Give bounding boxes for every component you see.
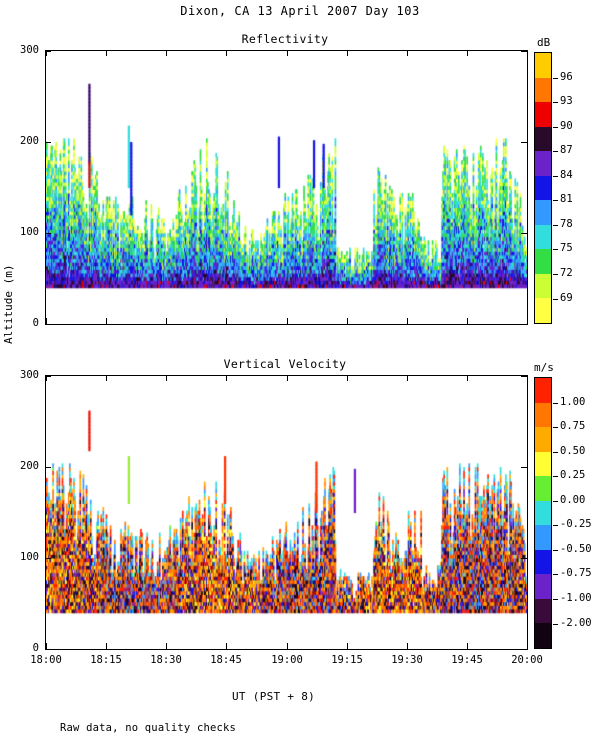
y-tick-label: 100 xyxy=(20,551,39,563)
x-tick xyxy=(407,643,408,649)
x-axis-label: UT (PST + 8) xyxy=(232,690,316,703)
x-tick xyxy=(46,375,47,381)
x-tick xyxy=(287,318,288,324)
y-tick-label: 200 xyxy=(20,135,39,147)
x-tick xyxy=(226,375,227,381)
colorbar-segment xyxy=(535,599,551,624)
vertical-velocity-heatmap-canvas xyxy=(46,376,527,649)
colorbar-tick xyxy=(553,102,558,103)
colorbar-tick xyxy=(553,249,558,250)
colorbar-tick xyxy=(553,525,558,526)
colorbar-segment xyxy=(535,200,551,225)
y-tick xyxy=(45,324,51,325)
colorbar-segment xyxy=(535,151,551,176)
x-tick-label: 19:30 xyxy=(391,654,423,666)
colorbar-tick-label: 0.25 xyxy=(560,469,586,482)
colorbar-tick xyxy=(553,274,558,275)
colorbar-tick-label: 90 xyxy=(560,119,573,132)
y-tick xyxy=(521,324,527,325)
colorbar-tick-label: 0.50 xyxy=(560,444,586,457)
x-tick xyxy=(527,318,528,324)
colorbar-tick xyxy=(553,574,558,575)
y-tick xyxy=(521,467,527,468)
colorbar-tick-label: -0.75 xyxy=(560,567,592,580)
x-tick xyxy=(106,643,107,649)
x-tick-label: 18:30 xyxy=(150,654,182,666)
x-tick-label: 18:15 xyxy=(90,654,122,666)
colorbar-tick-label: 0.00 xyxy=(560,493,586,506)
colorbar-segment xyxy=(535,525,551,550)
colorbar-tick-label: 96 xyxy=(560,70,573,83)
x-tick xyxy=(226,643,227,649)
x-tick xyxy=(226,318,227,324)
colorbar-tick-label: 93 xyxy=(560,95,573,108)
x-tick xyxy=(527,643,528,649)
colorbar-segment xyxy=(535,298,551,323)
x-tick-label: 20:00 xyxy=(511,654,543,666)
y-axis-label: Altitude (m) xyxy=(2,264,15,344)
x-tick xyxy=(166,643,167,649)
x-tick xyxy=(467,50,468,56)
y-tick-label: 0 xyxy=(32,642,39,654)
colorbar-tick-label: 69 xyxy=(560,291,573,304)
x-tick xyxy=(347,318,348,324)
colorbar-tick xyxy=(553,599,558,600)
panel-title-vertical-velocity: Vertical Velocity xyxy=(223,357,347,371)
colorbar-segment xyxy=(535,249,551,274)
colorbar-segment xyxy=(535,403,551,428)
colorbar-tick-label: 0.75 xyxy=(560,420,586,433)
colorbar-tick xyxy=(553,550,558,551)
y-tick xyxy=(521,558,527,559)
colorbar-title-db: dB xyxy=(537,36,551,49)
y-tick-label: 300 xyxy=(20,44,39,56)
x-tick xyxy=(46,318,47,324)
colorbar-segment xyxy=(535,378,551,403)
x-tick xyxy=(407,375,408,381)
colorbar-tick xyxy=(553,176,558,177)
y-tick-label: 200 xyxy=(20,460,39,472)
x-tick xyxy=(467,375,468,381)
reflectivity-heatmap-canvas xyxy=(46,51,527,324)
x-tick xyxy=(287,643,288,649)
colorbar-tick xyxy=(553,225,558,226)
page-title: Dixon, CA 13 April 2007 Day 103 xyxy=(180,4,420,18)
y-tick xyxy=(45,142,51,143)
y-tick-label: 300 xyxy=(20,369,39,381)
y-tick xyxy=(45,233,51,234)
colorbar-title-ms: m/s xyxy=(534,361,554,374)
colorbar-segment xyxy=(535,574,551,599)
colorbar-tick xyxy=(553,78,558,79)
colorbar-tick-label: 75 xyxy=(560,242,573,255)
x-tick xyxy=(347,643,348,649)
x-tick xyxy=(106,50,107,56)
x-tick xyxy=(527,375,528,381)
colorbar-reflectivity xyxy=(534,52,552,324)
x-tick xyxy=(287,375,288,381)
colorbar-segment xyxy=(535,225,551,250)
x-tick xyxy=(527,50,528,56)
colorbar-tick xyxy=(553,427,558,428)
colorbar-segment xyxy=(535,452,551,477)
colorbar-tick-label: 87 xyxy=(560,144,573,157)
x-tick xyxy=(106,318,107,324)
y-tick xyxy=(521,233,527,234)
colorbar-tick xyxy=(553,151,558,152)
colorbar-tick-label: 72 xyxy=(560,266,573,279)
colorbar-tick-label: -0.25 xyxy=(560,518,592,531)
colorbar-tick xyxy=(553,501,558,502)
x-tick-label: 18:45 xyxy=(210,654,242,666)
x-tick xyxy=(166,318,167,324)
colorbar-segment xyxy=(535,127,551,152)
x-tick xyxy=(347,50,348,56)
colorbar-segment xyxy=(535,501,551,526)
colorbar-tick xyxy=(553,127,558,128)
colorbar-segment xyxy=(535,274,551,299)
y-tick xyxy=(45,649,51,650)
colorbar-segment xyxy=(535,476,551,501)
colorbar-tick xyxy=(553,200,558,201)
x-tick xyxy=(407,318,408,324)
colorbar-tick xyxy=(553,403,558,404)
x-tick-label: 19:45 xyxy=(451,654,483,666)
x-tick xyxy=(46,643,47,649)
colorbar-segment xyxy=(535,427,551,452)
colorbar-tick xyxy=(553,624,558,625)
colorbar-vertical-velocity xyxy=(534,377,552,649)
colorbar-tick xyxy=(553,452,558,453)
x-tick xyxy=(166,375,167,381)
x-tick xyxy=(287,50,288,56)
colorbar-tick xyxy=(553,299,558,300)
x-tick xyxy=(407,50,408,56)
x-tick xyxy=(106,375,107,381)
y-tick xyxy=(45,558,51,559)
panel-title-reflectivity: Reflectivity xyxy=(241,32,329,46)
x-tick xyxy=(467,643,468,649)
colorbar-tick xyxy=(553,476,558,477)
plot-vertical-velocity xyxy=(45,375,528,650)
plot-reflectivity xyxy=(45,50,528,325)
x-tick-label: 19:00 xyxy=(271,654,303,666)
colorbar-segment xyxy=(535,78,551,103)
x-tick-label: 19:15 xyxy=(331,654,363,666)
x-tick-label: 18:00 xyxy=(30,654,62,666)
colorbar-segment xyxy=(535,176,551,201)
y-tick xyxy=(521,649,527,650)
colorbar-tick-label: -0.50 xyxy=(560,542,592,555)
y-tick-label: 100 xyxy=(20,226,39,238)
x-tick xyxy=(467,318,468,324)
colorbar-tick-label: 78 xyxy=(560,217,573,230)
y-tick xyxy=(45,467,51,468)
colorbar-tick-label: 81 xyxy=(560,193,573,206)
footnote: Raw data, no quality checks xyxy=(60,722,237,734)
colorbar-segment xyxy=(535,550,551,575)
x-tick xyxy=(226,50,227,56)
colorbar-tick-label: 84 xyxy=(560,168,573,181)
colorbar-tick-label: 1.00 xyxy=(560,395,586,408)
colorbar-segment xyxy=(535,53,551,78)
colorbar-segment xyxy=(535,623,551,648)
x-tick xyxy=(46,50,47,56)
x-tick xyxy=(347,375,348,381)
colorbar-tick-label: -1.00 xyxy=(560,591,592,604)
x-tick xyxy=(166,50,167,56)
y-tick xyxy=(521,142,527,143)
colorbar-tick-label: -2.00 xyxy=(560,616,592,629)
colorbar-segment xyxy=(535,102,551,127)
y-tick-label: 0 xyxy=(32,317,39,329)
